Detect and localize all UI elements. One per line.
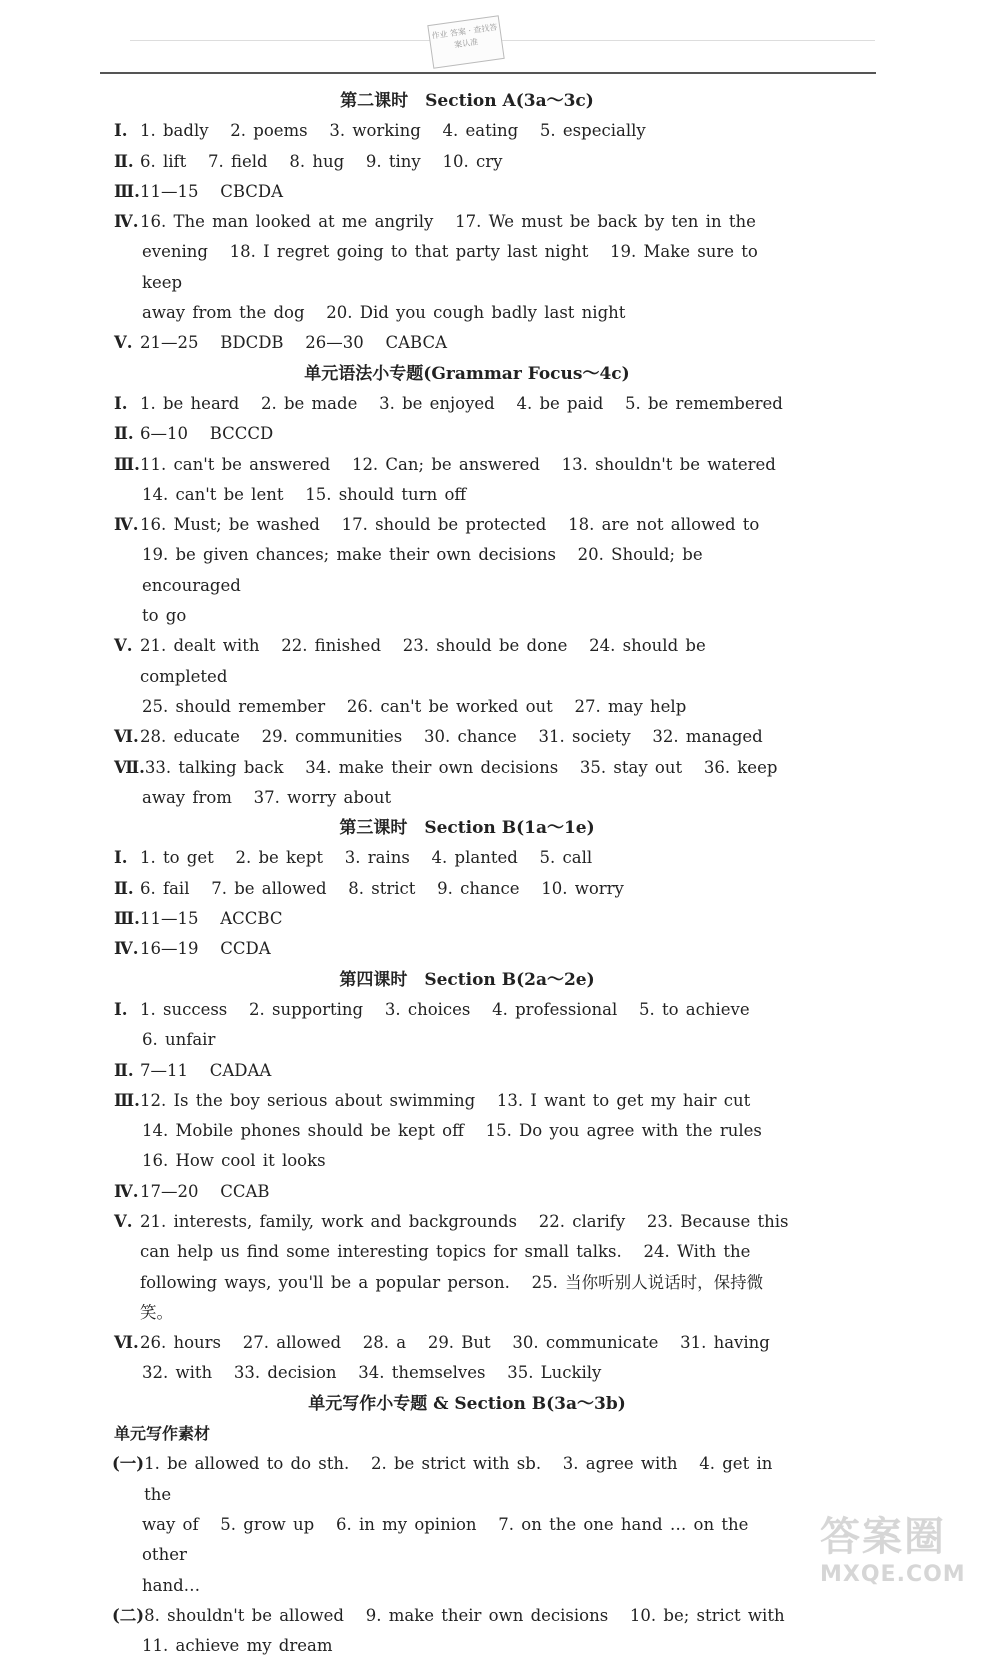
answer-line (114, 328, 792, 358)
question-group-number: Ⅱ. (114, 424, 134, 444)
question-group-number: Ⅳ. (114, 212, 139, 232)
answer-continuation: 19. be given chances; make their own decisions 20. Should; be encouraged (142, 545, 710, 595)
question-group-number: Ⅶ. (114, 757, 145, 777)
answer-text: 11—15 ACCBC (140, 909, 283, 929)
answer-text: 1. badly 2. poems 3. working 4. eating 5. especially (140, 121, 646, 141)
question-group-number: Ⅴ. (114, 333, 133, 353)
answer-text: 28. educate 29. communities 30. chance 31. society 32. managed (140, 727, 763, 747)
answer-text: 11. can't be answered 12. Can; be answered 13. shouldn't be watered (140, 454, 776, 474)
stamp-logo: 作业 答案 · 查找答案认准 (427, 15, 504, 69)
answer-line (114, 450, 792, 480)
answer-continuation: 14. Mobile phones should be kept off 15. Do you agree with the rules (142, 1121, 762, 1141)
answer-text: 21. dealt with 22. finished 23. should be done 24. should be completed (140, 636, 713, 686)
question-group-number: Ⅱ. (114, 151, 134, 171)
answer-continuation: to go (142, 606, 187, 626)
header-rule (100, 72, 876, 74)
watermark-top: 答案圈 (820, 1514, 946, 1560)
answer-continuation: away from 37. worry about (142, 787, 392, 807)
section-heading: 单元写作小专题 & Section B(3a～3b) (308, 1393, 626, 1414)
answer-line (112, 1601, 792, 1631)
answer-line (114, 904, 792, 934)
answer-line (114, 631, 792, 692)
answer-continuation: 14. can't be lent 15. should turn off (142, 484, 467, 504)
answer-continuation: hand… (142, 1575, 201, 1595)
answer-line (114, 510, 792, 540)
answer-text: 6. fail 7. be allowed 8. strict 9. chance 10. worry (140, 878, 624, 898)
answer-text: 16. The man looked at me angrily 17. We must be back by ten in the (140, 212, 756, 232)
answer-text: 21. interests, family, work and backgrounds 22. clarify 23. Because this (140, 1211, 789, 1231)
answer-text: 11—15 CBCDA (140, 181, 284, 201)
question-group-number: Ⅱ. (114, 1060, 134, 1080)
question-group-number: Ⅱ. (114, 878, 134, 898)
answer-text: 6. lift 7. field 8. hug 9. tiny 10. cry (140, 151, 503, 171)
answer-continuation: following ways, you'll be a popular person. 25. 当你听别人说话时，保持微笑。 (140, 1272, 764, 1322)
answer-line (114, 1177, 792, 1207)
answer-text: 21—25 BDCDB 26—30 CABCA (140, 333, 448, 353)
answer-content (112, 86, 792, 1661)
answer-line (114, 1207, 792, 1237)
question-group-number: Ⅲ. (114, 181, 140, 201)
answer-line (114, 934, 792, 964)
section-heading: 第四课时 Section B(2a～2e) (339, 969, 595, 990)
answer-continuation: 11. achieve my dream (142, 1636, 333, 1656)
answer-line (114, 147, 792, 177)
answer-line (114, 1328, 792, 1358)
answer-text: 8. shouldn't be allowed 9. make their own decisions 10. be; strict with (144, 1605, 785, 1625)
question-group-number: Ⅳ. (114, 515, 139, 535)
answer-text: 1. success 2. supporting 3. choices 4. professional 5. to achieve (140, 999, 750, 1019)
answer-text: 12. Is the boy serious about swimming 13. I want to get my hair cut (140, 1090, 751, 1110)
question-group-number: Ⅵ. (114, 1333, 139, 1353)
question-group-number: Ⅲ. (114, 1090, 140, 1110)
answer-text: 1. be heard 2. be made 3. be enjoyed 4. be paid 5. be remembered (140, 393, 783, 413)
answer-text: 26. hours 27. allowed 28. a 29. But 30. communicate 31. having (140, 1333, 770, 1353)
answer-line (114, 722, 792, 752)
answer-text: 33. talking back 34. make their own decisions 35. stay out 36. keep (144, 757, 778, 777)
question-group-number: Ⅵ. (114, 727, 139, 747)
answer-line (114, 177, 792, 207)
watermark-bottom: MXQE.COM (820, 1562, 966, 1587)
answer-text: 1. be allowed to do sth. 2. be strict with sb. 3. agree with 4. get in the (144, 1454, 780, 1504)
header-rule-light (130, 40, 875, 41)
watermark-logo (820, 1505, 990, 1595)
question-group-number: Ⅰ. (114, 848, 128, 868)
question-group-number: Ⅲ. (114, 909, 140, 929)
question-group-number: Ⅴ. (114, 1211, 133, 1231)
section-heading: 第二课时 Section A(3a～3c) (340, 91, 594, 111)
answer-text: 1. to get 2. be kept 3. rains 4. planted 5. call (140, 848, 593, 868)
answer-text: 17—20 CCAB (140, 1181, 270, 1201)
answer-line (114, 753, 792, 783)
question-group-number: Ⅴ. (114, 636, 133, 656)
question-group-number: Ⅳ. (114, 1181, 139, 1201)
answer-continuation: 32. with 33. decision 34. themselves 35. Luckily (142, 1363, 602, 1383)
section-heading: 第三课时 Section B(1a～1e) (339, 818, 595, 839)
answer-line (114, 389, 792, 419)
answer-line (114, 874, 792, 904)
answer-continuation: evening 18. I regret going to that party last night 19. Make sure to keep (142, 242, 766, 292)
answer-continuation: 25. should remember 26. can't be worked out 27. may help (142, 696, 687, 716)
question-group-number: (二) (112, 1605, 145, 1625)
question-group-number: Ⅰ. (114, 999, 128, 1019)
answer-line (114, 116, 792, 146)
answer-continuation: can help us find some interesting topics for small talks. 24. With the (140, 1242, 751, 1262)
answer-line (114, 1056, 792, 1086)
answer-line (114, 419, 792, 449)
question-group-number: Ⅳ. (114, 939, 139, 959)
question-group-number: (一) (112, 1454, 145, 1474)
answer-line (114, 995, 792, 1025)
sub-heading: 单元写作素材 (114, 1424, 211, 1444)
answer-text: 6—10 BCCCD (140, 424, 274, 444)
answer-text: 16—19 CCDA (140, 939, 271, 959)
answer-line (112, 1449, 792, 1510)
answer-text: 16. Must; be washed 17. should be protected 18. are not allowed to (140, 515, 760, 535)
answer-continuation: 6. unfair (142, 1030, 216, 1050)
question-group-number: Ⅰ. (114, 121, 128, 141)
answer-text: 7—11 CADAA (140, 1060, 272, 1080)
answer-continuation: way of 5. grow up 6. in my opinion 7. on the one hand … on the other (142, 1514, 756, 1565)
answer-continuation: away from the dog 20. Did you cough badly last night (142, 303, 626, 323)
answer-continuation: 16. How cool it looks (142, 1151, 326, 1171)
answer-line (114, 843, 792, 873)
answer-line (114, 207, 792, 237)
question-group-number: Ⅲ. (114, 454, 140, 474)
answer-line (114, 1086, 792, 1116)
question-group-number: Ⅰ. (114, 393, 128, 413)
section-heading: 单元语法小专题(Grammar Focus～4c) (304, 363, 630, 384)
